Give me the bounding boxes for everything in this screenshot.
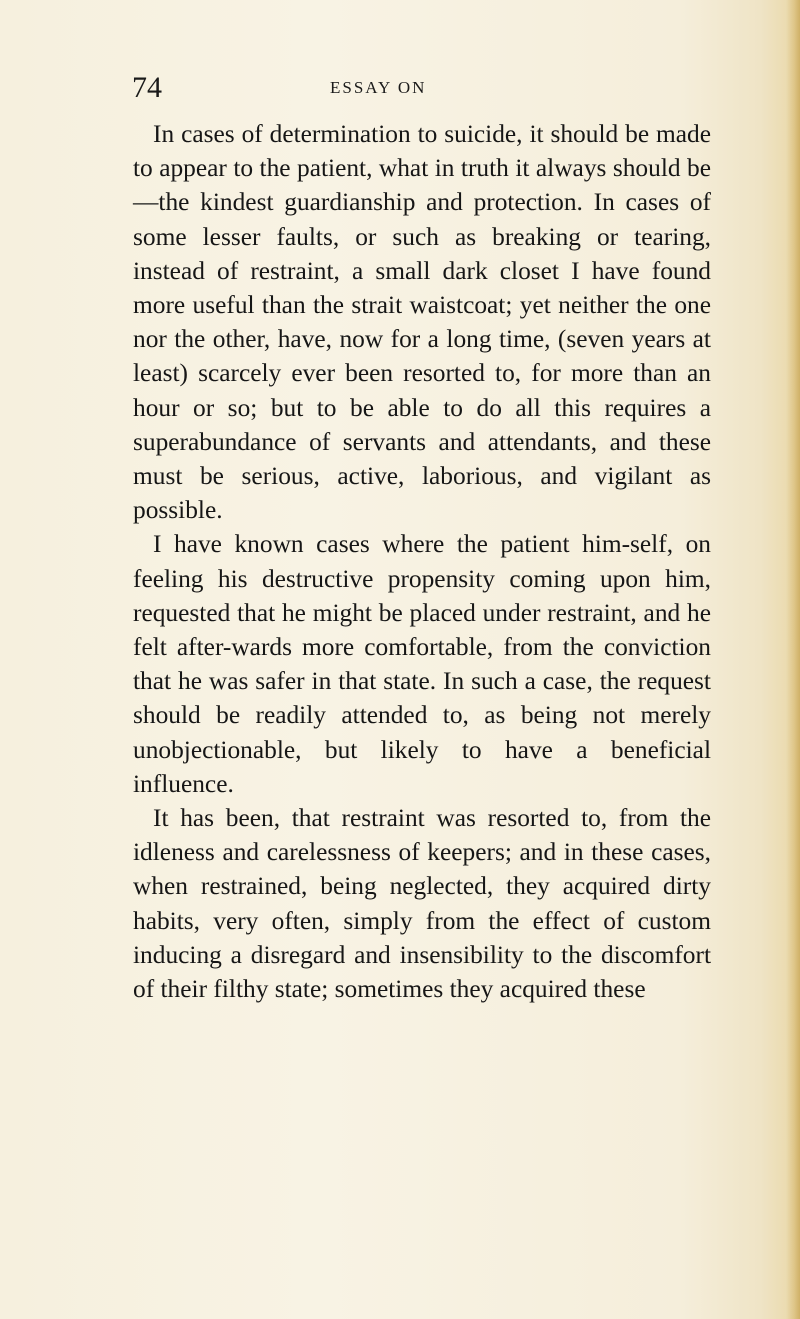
paragraph-1: In cases of determination to suicide, it should be made to appear to the patient, what in truth it always should be—the kindest guardianship and protection. In cases of some lesser faults, or such as breaking or tearing, instead of restraint, a small dark closet I have found more useful than the strait waistcoat; yet neither the one nor the other, have, now for a long time, (seven years at least) scarcely ever been resorted to, for more than an hour or so; but to be able to do all this requires a superabundance of servants and attendants, and these must be serious, active, laborious, and vigilant as possible.: [133, 120, 711, 525]
body-text: [133, 117, 711, 1006]
page-edge-shadow: [786, 0, 800, 1319]
page-number: 74: [132, 71, 162, 104]
paragraph-2: I have known cases where the patient him-self, on feeling his destructive propensity coming upon him, requested that he might be placed under restraint, and he felt after-wards more comfortable, from the conviction that he was safer in that state. In such a case, the request should be readily attended to, as being not merely unobjectionable, but likely to have a beneficial influence.: [133, 530, 711, 798]
running-head: [128, 68, 711, 108]
paragraph-3: It has been, that restraint was resorted to, from the idleness and carelessness of keepers; and in these cases, when restrained, being neglected, they acquired dirty habits, very often, simply from the effect of custom inducing a disregard and insensibility to the discomfort of their filthy state; sometimes they acquired these: [133, 804, 711, 1004]
running-head-title: ESSAY ON: [330, 78, 427, 97]
